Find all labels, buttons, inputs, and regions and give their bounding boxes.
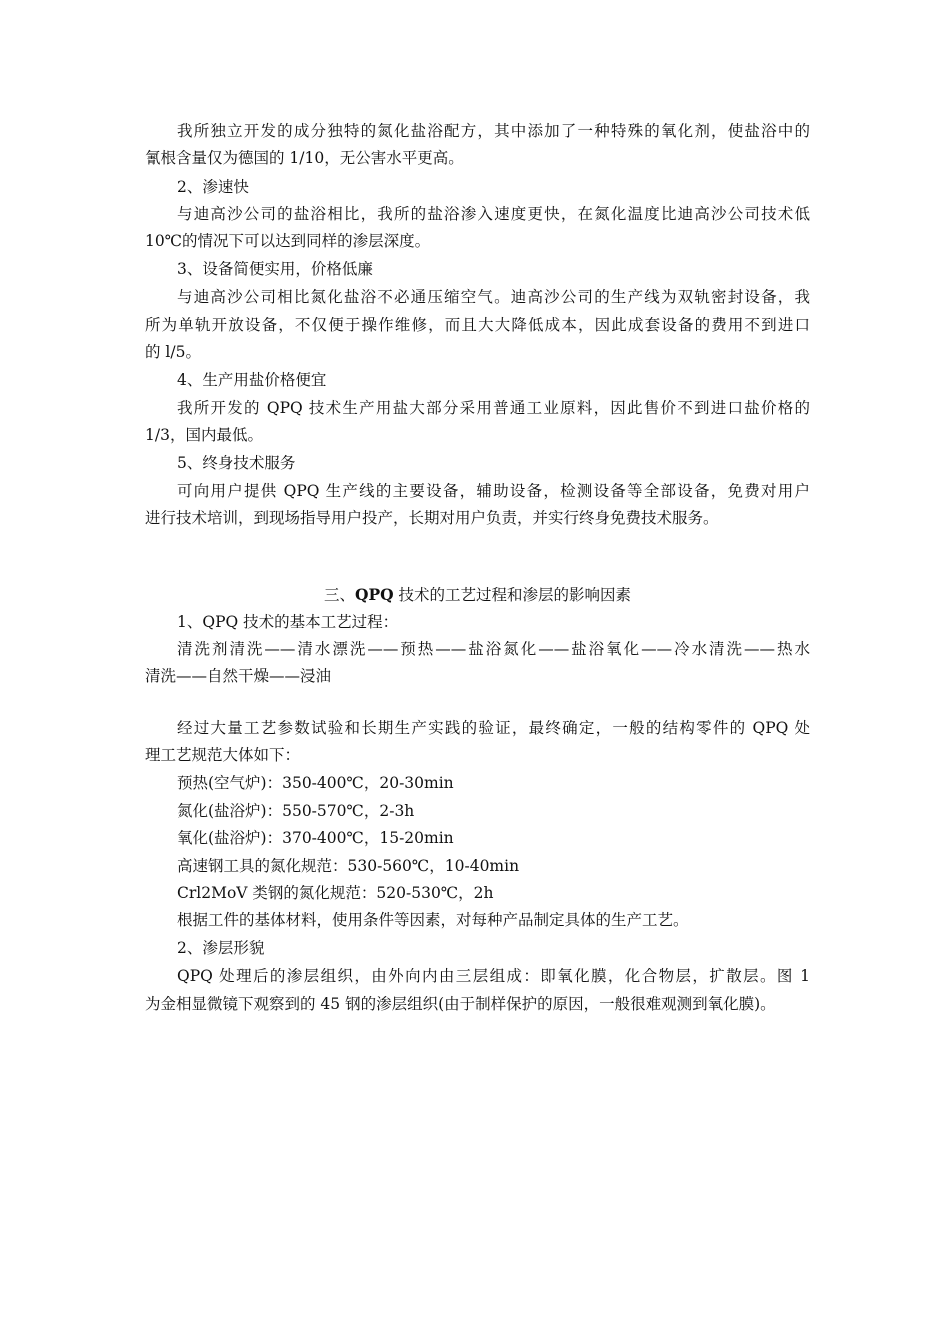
spec-line: 氧化(盐浴炉)：370-400℃，15-20min	[177, 829, 454, 847]
spec-line: 高速钢工具的氮化规范：530-560℃，10-40min	[177, 857, 520, 875]
paragraph-line: 可向用户提供 QPQ 生产线的主要设备，辅助设备，检测设备等全部设备，免费对用户	[177, 482, 810, 500]
spec-line: 预热(空气炉)：350-400℃，20-30min	[177, 774, 454, 792]
paragraph-line: 我所独立开发的成分独特的氮化盐浴配方，其中添加了一种特殊的氧化剂，使盐浴中的	[177, 122, 810, 140]
subheading-equipment: 3、设备简便实用，价格低廉	[177, 260, 373, 278]
paragraph-line: 10℃的情况下可以达到同样的渗层深度。	[145, 232, 431, 250]
process-flow-line: 清洗——自然干燥——浸油	[145, 667, 332, 685]
paragraph-line: 氰根含量仅为德国的 1/10，无公害水平更高。	[145, 149, 464, 167]
spec-line: 根据工件的基体材料，使用条件等因素，对每种产品制定具体的生产工艺。	[177, 911, 689, 929]
section-heading-bold: QPQ	[354, 585, 394, 604]
subheading-service: 5、终身技术服务	[177, 454, 296, 472]
subheading-morphology: 2、渗层形貌	[177, 939, 265, 957]
subheading-salt-price: 4、生产用盐价格便宜	[177, 371, 327, 389]
spec-line: 氮化(盐浴炉)：550-570℃，2-3h	[177, 802, 415, 820]
paragraph-line: 进行技术培训，到现场指导用户投产，长期对用户负责，并实行终身免费技术服务。	[145, 509, 719, 527]
paragraph-line: 与迪高沙公司的盐浴相比，我所的盐浴渗入速度更快，在氮化温度比迪高沙公司技术低	[177, 205, 810, 223]
spec-line: Crl2MoV 类钢的氮化规范：520-530℃，2h	[177, 884, 494, 902]
paragraph-line: QPQ 处理后的渗层组织，由外向内由三层组成：即氧化膜，化合物层，扩散层。图 1	[177, 967, 810, 985]
section-heading-prefix: 三、	[323, 586, 355, 604]
paragraph-line: 与迪高沙公司相比氮化盐浴不必通压缩空气。迪高沙公司的生产线为双轨密封设备，我	[177, 288, 810, 306]
section-heading	[145, 582, 810, 608]
process-flow-line: 清洗剂清洗——清水漂洗——预热——盐浴氮化——盐浴氧化——冷水清洗——热水	[177, 640, 810, 658]
subheading-speed: 2、渗速快	[177, 178, 249, 196]
paragraph-line: 为金相显微镜下观察到的 45 钢的渗层组织(由于制样保护的原因，一般很难观测到氧化膜)。	[145, 995, 776, 1013]
paragraph-line: 我所开发的 QPQ 技术生产用盐大部分采用普通工业原料，因此售价不到进口盐价格的	[177, 399, 810, 417]
paragraph-line: 经过大量工艺参数试验和长期生产实践的验证，最终确定，一般的结构零件的 QPQ 处	[177, 719, 810, 737]
paragraph-line: 的 l/5。	[145, 343, 201, 361]
paragraph-line: 所为单轨开放设备，不仅便于操作维修，而且大大降低成本，因此成套设备的费用不到进口	[145, 316, 810, 334]
section-heading-suffix: 技术的工艺过程和渗层的影响因素	[393, 586, 632, 604]
subheading-process: 1、QPQ 技术的基本工艺过程：	[177, 613, 399, 631]
paragraph-line: 理工艺规范大体如下：	[145, 746, 301, 764]
paragraph-line: 1/3，国内最低。	[145, 426, 263, 444]
